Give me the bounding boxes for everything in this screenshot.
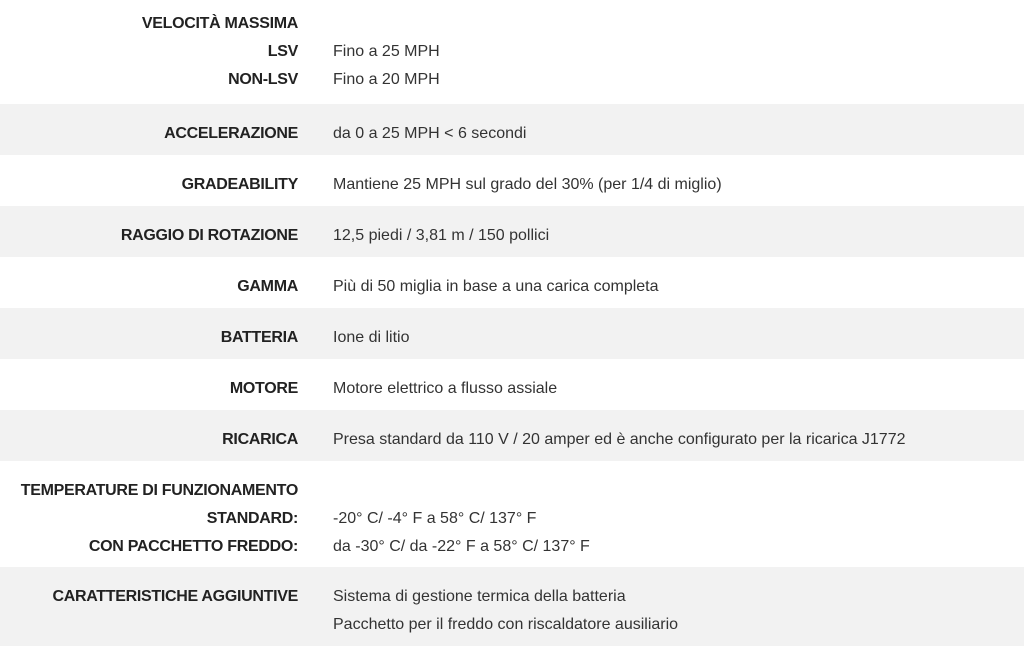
spec-label-range: GAMMA xyxy=(237,278,298,295)
spec-label-motor: MOTORE xyxy=(229,380,298,397)
spec-row-max-speed xyxy=(0,0,1024,104)
spec-value-acceleration: da 0 a 25 MPH < 6 secondi xyxy=(333,125,527,142)
spec-label-gradeability: GRADEABILITY xyxy=(181,176,298,193)
spec-value-non-lsv: Fino a 20 MPH xyxy=(333,71,440,88)
spec-value-charging: Presa standard da 110 V / 20 amper ed è anche configurato per la ricarica J1772 xyxy=(333,431,906,448)
spec-label-charging: RICARICA xyxy=(222,431,298,448)
spec-value-motor: Motore elettrico a flusso assiale xyxy=(333,380,558,397)
spec-label-group xyxy=(0,10,298,94)
spec-label-turning-radius: RAGGIO DI ROTAZIONE xyxy=(120,227,298,244)
spec-value-group xyxy=(333,10,440,94)
spec-sublabel-cold-pack: CON PACCHETTO FREDDO: xyxy=(88,538,298,555)
spec-value-turning-radius: 12,5 piedi / 3,81 m / 150 pollici xyxy=(333,227,550,244)
spec-sublabel-standard: STANDARD: xyxy=(206,510,298,527)
spec-value-standard: -20° C/ -4° F a 58° C/ 137° F xyxy=(333,510,537,527)
spec-value-battery: Ione di litio xyxy=(333,329,410,346)
spec-value-spacer xyxy=(333,477,590,505)
spec-row-battery xyxy=(0,308,1024,359)
spec-value-group xyxy=(333,583,678,639)
spec-value-range: Più di 50 miglia in base a una carica completa xyxy=(333,278,659,295)
spec-value-gradeability: Mantiene 25 MPH sul grado del 30% (per 1/4 di miglio) xyxy=(333,176,722,193)
spec-value-cold-pack-heater: Pacchetto per il freddo con riscaldatore ausiliario xyxy=(333,616,679,633)
spec-value-thermal-management: Sistema di gestione termica della batteria xyxy=(333,588,626,605)
spec-value-spacer xyxy=(333,10,440,38)
spec-row-additional xyxy=(0,567,1024,646)
spec-sublabel-lsv: LSV xyxy=(267,43,298,60)
spec-row-acceleration xyxy=(0,104,1024,155)
spec-label-operating-temp: TEMPERATURE DI FUNZIONAMENTO xyxy=(20,482,298,499)
spec-sublabel-non-lsv: NON-LSV xyxy=(228,71,298,88)
spec-row-range xyxy=(0,257,1024,308)
spec-row-gradeability xyxy=(0,155,1024,206)
spec-row-turning-radius xyxy=(0,206,1024,257)
spec-label-acceleration: ACCELERAZIONE xyxy=(164,125,298,142)
spec-value-cold-pack: da -30° C/ da -22° F a 58° C/ 137° F xyxy=(333,538,590,555)
spec-label-battery: BATTERIA xyxy=(220,329,298,346)
spec-row-operating-temp xyxy=(0,461,1024,567)
spec-label-group xyxy=(0,477,298,561)
spec-label-max-speed: VELOCITÀ MASSIMA xyxy=(141,15,298,32)
spec-value-lsv: Fino a 25 MPH xyxy=(333,43,440,60)
spec-row-charging xyxy=(0,410,1024,461)
spec-value-group xyxy=(333,477,590,561)
spec-label-additional: CARATTERISTICHE AGGIUNTIVE xyxy=(52,588,298,605)
spec-row-motor xyxy=(0,359,1024,410)
